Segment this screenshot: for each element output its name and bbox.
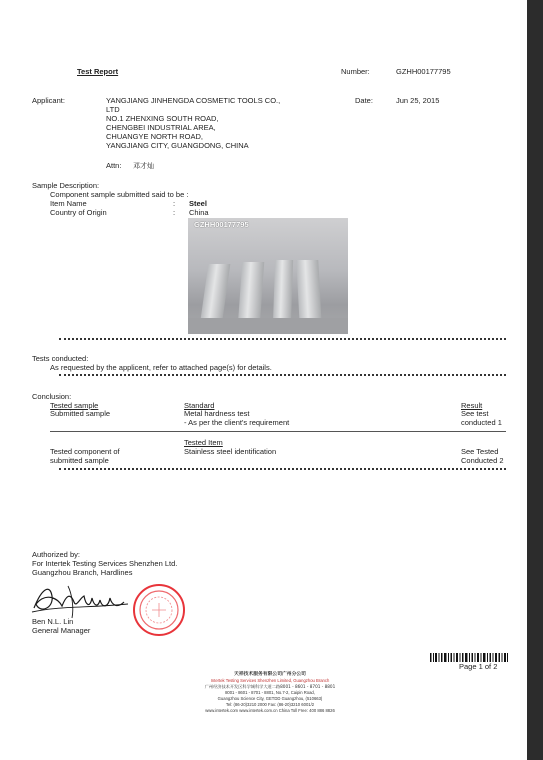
col-tested-sample: Tested sample [50, 401, 99, 410]
signer-title: General Manager [32, 626, 91, 635]
country-value: China [189, 208, 209, 217]
row2-result: See Tested [461, 447, 499, 456]
footer [140, 672, 400, 714]
report-title: Test Report [77, 67, 119, 76]
attn-label: Attn: [106, 161, 122, 170]
steel-strip [238, 262, 264, 326]
separator [59, 468, 506, 470]
row2-sample: submitted sample [50, 456, 109, 465]
company-seal [132, 583, 186, 637]
col-standard: Standard [184, 401, 215, 410]
authorized-heading: Authorized by: [32, 550, 80, 559]
row1-standard: Metal hardness test [184, 409, 250, 418]
page-number: Page 1 of 2 [459, 662, 498, 671]
applicant-label: Applicant: [32, 96, 65, 105]
row1-standard-note: - As per the client's requirement [184, 418, 290, 427]
number-value: GZHH00177795 [396, 67, 451, 76]
authorized-branch: Guangzhou Branch, Hardlines [32, 568, 133, 577]
colon: : [173, 199, 176, 208]
sample-heading: Sample Description: [32, 181, 100, 190]
row2-sample: Tested component of [50, 447, 120, 456]
row1-result: conducted 1 [461, 418, 502, 427]
tests-text: As requested by the applicent, refer to attached page(s) for details. [50, 363, 272, 372]
applicant-line: CHUANGYE NORTH ROAD, [106, 132, 203, 141]
item-name-label: Item Name [50, 199, 87, 208]
separator [59, 338, 506, 340]
barcode [430, 653, 508, 662]
viewer-edge [527, 0, 543, 760]
applicant-line: YANGJIANG JINHENGDA COSMETIC TOOLS CO., [106, 96, 281, 105]
steel-strip [273, 260, 293, 326]
signer-name: Ben N.L. Lin [32, 617, 74, 626]
applicant-line: LTD [106, 105, 120, 114]
photo-label: GZHH00177795 [194, 220, 249, 229]
row1-result: See test [461, 409, 489, 418]
tests-heading: Tests conducted: [32, 354, 89, 363]
applicant-line: NO.1 ZHENXING SOUTH ROAD, [106, 114, 219, 123]
footer-line: 天祥技术服务有限公司广州分公司 [234, 672, 306, 677]
col-tested-item: Tested Item [184, 438, 223, 447]
footer-line: 8001 - 8601 - 8701 - 8801, No.7-2, Caipin Road, [225, 690, 315, 695]
sample-intro: Component sample submitted said to be : [50, 190, 189, 199]
number-label: Number: [341, 67, 370, 76]
separator [59, 374, 506, 376]
signature [28, 578, 132, 620]
steel-strip [200, 264, 231, 326]
date-label: Date: [355, 96, 373, 105]
row1-sample: Submitted sample [50, 409, 111, 418]
footer-line: Tel: (86-20)3210 2000 Fax: (86-20)3210 6001/2 [225, 702, 315, 707]
authorized-company: For Intertek Testing Services Shenzhen Ltd. [32, 559, 178, 568]
date-value: Jun 25, 2015 [396, 96, 440, 105]
photo-base [188, 318, 348, 334]
row2-item: Stainless steel identification [184, 447, 277, 456]
conclusion-heading: Conclusion: [32, 392, 72, 401]
footer-line: www.intertek.com www.intertek.com.cn China Toll Free: 400 886 8826 [205, 708, 335, 713]
attn-value: 邓才灿 [133, 162, 154, 170]
applicant-line: YANGJIANG CITY, GUANGDONG, CHINA [106, 141, 249, 150]
item-name-value: Steel [189, 199, 207, 208]
sample-photo [188, 218, 348, 334]
footer-line: 广州经济技术开发区科学城科学大道二路8001 - 8601 - 8701 - 8801 [204, 684, 336, 689]
country-label: Country of Origin [50, 208, 107, 217]
footer-line: Intertek Testing Services Shenzhen Limited, Guangzhou Branch [210, 678, 330, 683]
col-result: Result [461, 401, 483, 410]
footer-line: Guangzhou Science City, GETDD Guangzhou, (510663) [217, 696, 323, 701]
row2-result: Conducted 2 [461, 456, 504, 465]
colon: : [173, 208, 176, 217]
row-divider [50, 431, 506, 432]
steel-strip [296, 260, 321, 326]
applicant-line: CHENGBEI INDUSTRIAL AREA, [106, 123, 216, 132]
